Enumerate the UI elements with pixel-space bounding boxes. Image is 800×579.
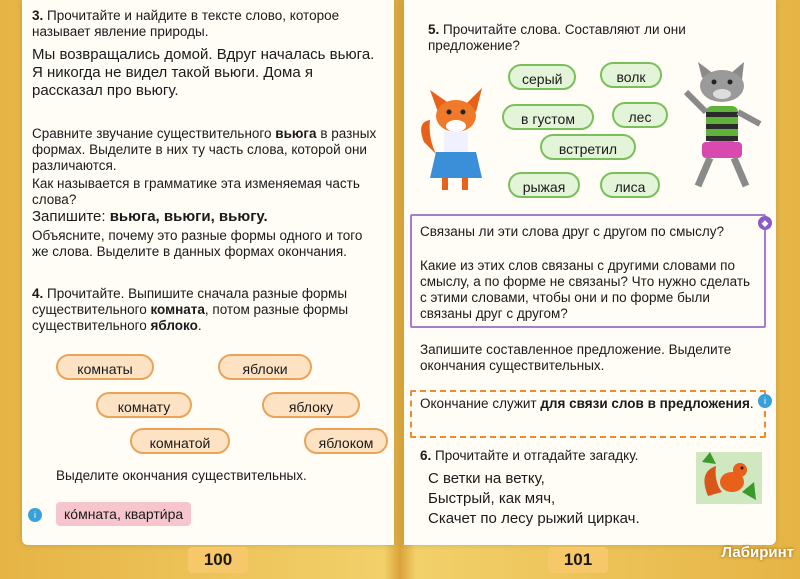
word-pill: комнаты [56, 354, 154, 380]
page-number-right: 101 [548, 547, 608, 573]
question-2: Какие из этих слов связаны с другими словами по смыслу, а по форме не связаны? Что нужно сделать с этими словами, чтобы они и по форме были связаны друг с другом? [420, 258, 751, 321]
word-pill: яблоку [262, 392, 360, 418]
exercise-6-title: 6. Прочитайте и отгадайте загадку. [420, 448, 639, 463]
exercise-5-task: Запишите составленное предложение. Выделите окончания существительных. [420, 342, 732, 373]
publisher-logo: Лабиринт [721, 544, 794, 561]
word-pill: комнатой [130, 428, 230, 454]
riddle-line: С ветки на ветку, [428, 470, 545, 487]
info-icon: i [758, 394, 772, 408]
exercise-3-para-1: Сравните звучание существительного вьюга в разных формах. Выделите в них ту часть слова, которой они различаются. [32, 126, 377, 173]
fox-illustration [416, 82, 496, 197]
exercise-3-para-3: Запишите: вьюга, вьюги, вьюгу. [32, 208, 268, 225]
wolf-illustration [672, 62, 772, 202]
page-number-left: 100 [188, 547, 248, 573]
exercise-4-title: 4. Прочитайте. Выпишите сначала разные формы существительного комната, потом разные формы существительного яблоко. [32, 286, 349, 333]
chat-icon: ◆ [758, 216, 772, 230]
exercise-4-task: Выделите окончания существительных. [56, 468, 307, 483]
exercise-3-text: Мы возвращались домой. Вдруг началась вьюга. Я никогда не видел такой вьюги. Дома я рассказал про вьюгу. [32, 46, 375, 99]
word-pill: серый [508, 64, 576, 90]
exercise-3-para-2: Как называется в грамматике эта изменяемая часть слова? [32, 176, 360, 207]
word-pill: рыжая [508, 172, 580, 198]
word-pill: лиса [600, 172, 660, 198]
word-pill: в густом [502, 104, 594, 130]
question-1: Связаны ли эти слова друг с другом по смыслу? [420, 224, 724, 239]
rule-text: Окончание служит для связи слов в предложения. [420, 396, 754, 411]
word-pill: яблоки [218, 354, 312, 380]
word-pill: волк [600, 62, 662, 88]
left-page [22, 0, 394, 545]
riddle-line: Скачет по лесу рыжий циркач. [428, 510, 640, 527]
word-pill: комнату [96, 392, 192, 418]
exercise-3-title: 3. Прочитайте и найдите в тексте слово, которое называет явление природы. [32, 8, 340, 39]
exercise-5-title: 5. Прочитайте слова. Составляют ли они предложение? [428, 22, 686, 53]
word-pill: лес [612, 102, 668, 128]
riddle-line: Быстрый, как мяч, [428, 490, 556, 507]
exercise-3-para-4: Объясните, почему это разные формы одного и того же слова. Выделите в данных формах окончания. [32, 228, 363, 259]
info-icon: i [28, 508, 42, 522]
squirrel-illustration [696, 452, 762, 504]
vocabulary-words: ко́мната, кварти́ра [56, 502, 191, 526]
word-pill: встретил [540, 134, 636, 160]
right-page [404, 0, 776, 545]
word-pill: яблоком [304, 428, 388, 454]
